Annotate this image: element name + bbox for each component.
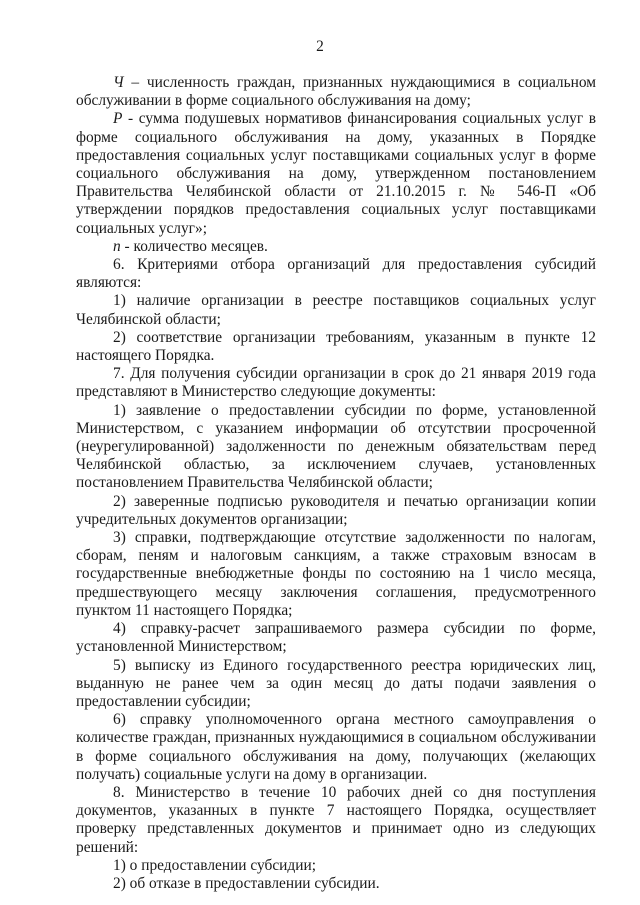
paragraph-variable-ch [76, 74, 596, 110]
paragraph-item-7-2: 2) заверенные подписью руководителя и печатью организации копии учредительных документов организации; [76, 492, 596, 528]
paragraph-item-6-1: 1) наличие организации в реестре поставщиков социальных услуг Челябинской области; [76, 292, 596, 328]
document-body [76, 74, 596, 893]
paragraph-item-7-6: 6) справку уполномоченного органа местного самоуправления о количестве граждан, признанных нуждающимися в социальном обслуживании в форме социального обслуживания на дому, получающих (желающих получать) социальные услуги на дому в организации. [76, 711, 596, 783]
paragraph-item-6-2: 2) соответствие организации требованиям, указанным в пункте 12 настоящего Порядка. [76, 328, 596, 365]
paragraph-variable-n [76, 238, 596, 256]
paragraph-item-7-3: 3) справки, подтверждающие отсутствие задолженности по налогам, сборам, пеням и налоговым санкциям, а также страховым взносам в государственные внебюджетные фонды по состоянию на 1 число месяца, предшествующего месяцу заключения соглашения, предусмотренного пунктом 11 настоящего Порядка; [76, 529, 596, 619]
paragraph-item-8-2: 2) об отказе в предоставлении субсидии. [113, 874, 380, 892]
paragraph-item-7-5: 5) выписку из Единого государственного реестра юридических лиц, выданную не ранее чем за один месяц до даты подачи заявления о предоставлении субсидии; [76, 656, 596, 710]
paragraph-text: – численность граждан, признанных нуждающимися в социальном обслуживании в форме социального обслуживания на дому; [76, 74, 596, 110]
paragraph-text: - количество месяцев. [120, 237, 268, 255]
paragraph-item-8-1: 1) о предоставлении субсидии; [113, 856, 316, 874]
paragraph-variable-r [76, 110, 596, 237]
paragraph-item-7: 7. Для получения субсидии организации в срок до 21 января 2019 года представляют в Министерство следующие документы: [76, 365, 596, 401]
variable-symbol: Ч [113, 74, 124, 91]
paragraph-text: - сумма подушевых нормативов финансирования социальных услуг в форме социального обслуживания на дому, указанных в Порядке предоставления социальных услуг поставщиками социальных услуг в форме социального обслуживания на дому, утвержденном постановлением Правительства Челябинской области от 21.10.2015 г. № 546-П «Об утверждении порядков предоставления социальных услуг поставщиками социальных услуг»; [76, 110, 596, 237]
paragraph-item-7-4: 4) справку-расчет запрашиваемого размера субсидии по форме, установленной Министерством; [76, 620, 596, 656]
variable-symbol: n [113, 237, 121, 255]
page-number: 2 [316, 38, 324, 55]
variable-symbol: Р [113, 110, 123, 128]
paragraph-item-8: 8. Министерство в течение 10 рабочих дней со дня поступления документов, указанных в пункте 7 настоящего Порядка, осуществляет проверку представленных документов и принимает одно из следующих решений: [76, 783, 596, 856]
paragraph-item-7-1: 1) заявление о предоставлении субсидии по форме, установленной Министерством, с указанием информации об отсутствии просроченной (неурегулированной) задолженности по денежным обязательствам перед Челябинской областью, за исключением случаев, установленных постановлением Правительства Челябинской области; [76, 401, 596, 492]
paragraph-item-6: 6. Критериями отбора организаций для предоставления субсидий являются: [76, 256, 596, 292]
